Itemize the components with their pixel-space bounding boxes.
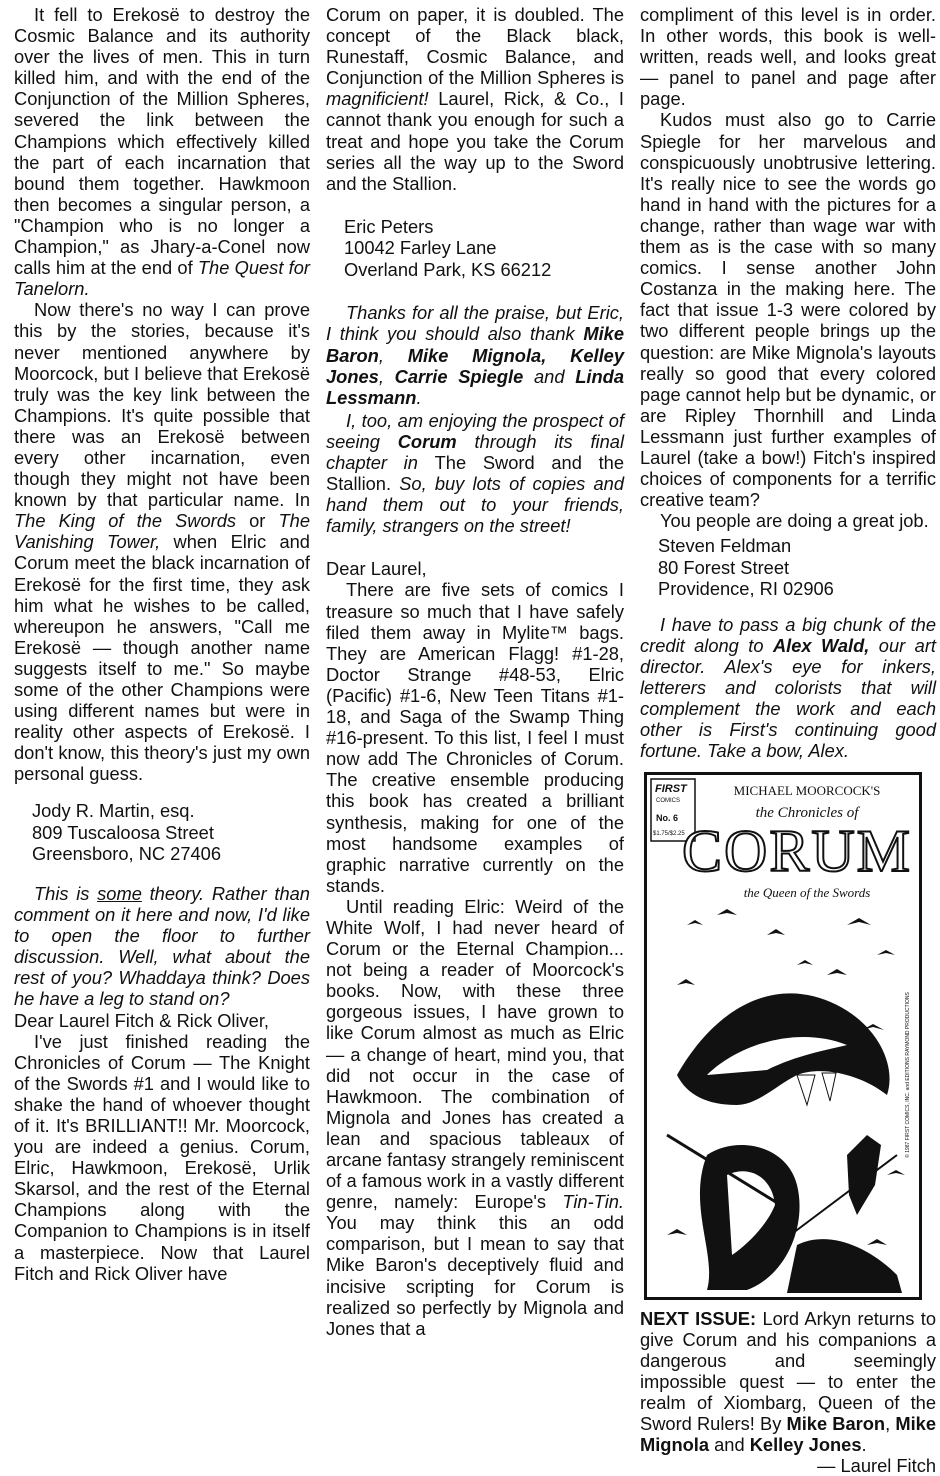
editor-reply: Thanks for all the praise, but Eric, I think you should also thank Mike Baron, Mike Mignola, Kelley Jones, Carrie Spiegle and Linda Lessmann. I, too, am enjoying the prospect of seeing Corum through its final chapter in The Sword and the Stallion. So, buy lots of copies and hand them out to your friends, family, strangers on the street! xyxy=(326,302,625,537)
cover-author-line: MICHAEL MOORCOCK'S xyxy=(733,782,881,798)
letter-paragraph: You people are doing a great job. xyxy=(660,510,929,532)
editor-signoff: — Laurel Fitch xyxy=(817,1455,936,1476)
cover-copyright: © 1987 FIRST COMICS, INC. and EDITIONS RAYMOND PRODUCTIONS xyxy=(905,991,911,1158)
cover-subtitle: the Queen of the Swords xyxy=(743,884,871,900)
book-title: The Quest for Tanelorn. xyxy=(14,257,310,300)
signer-city: Overland Park, KS 66212 xyxy=(344,258,552,280)
column-1 xyxy=(14,4,310,1476)
letter-paragraph: Until reading Elric: Weird of the White Wolf, I had never heard of Corum or the Eternal Champion... not being a reader of Moorcock's books. Now, with these three gorgeous issues, I have grown to like Corum almost as much as Elric — a change of heart, mind you, that did not occur in the case of Hawkmoon. The combination of Mignola and Jones has created a lean and spacious tableaux of arcane fantasy strangely reminiscent of a famous work in a vastly different genre, namely: Europe's Tin-Tin. You may think this an odd comparison, but I mean to say that Mike Baron's deceptively fluid and incisive scripting for Corum is realized so perfectly by Mignola and Jones that a xyxy=(326,895,624,1339)
signer-city: Greensboro, NC 27406 xyxy=(32,843,222,865)
issue-number: No. 6 xyxy=(656,812,679,823)
signature-block xyxy=(344,216,624,281)
cover-series-line: the Chronicles of xyxy=(755,804,859,821)
cover-illustration xyxy=(647,775,919,1297)
editor-reply: I have to pass a big chunk of the credit along to Alex Wald, our art director. Alex's eye for inkers, letterers and colorists that will complement the work and each other is First's continuing good fortune. Take a bow, Alex. xyxy=(640,613,936,762)
publisher-sub: COMICS xyxy=(656,797,680,804)
letter-paragraph: Corum on paper, it is doubled. The concept of the Black black, Runestaff, Cosmic Balance, and Conjunction of the Million Spheres is magnificient! Laurel, Rick, & Co., I cannot thank you enough for such a treat and hope you take the Corum series all the way up to the Sword and the Stallion. xyxy=(326,4,624,194)
editor-reply: This is some theory. Rather than comment on it here and now, I'd like to open the floor to further discussion. Well, what about the rest of you? Whaddaya think? Does he have a leg to stand on? xyxy=(14,882,310,1010)
cover-price: $1.75/$2.25 xyxy=(653,830,685,837)
signature-block xyxy=(658,535,936,600)
signer-street: 80 Forest Street xyxy=(658,556,790,578)
signature-block xyxy=(32,800,310,865)
salutation: Dear Laurel, xyxy=(326,558,427,580)
book-title: The Vanishing Tower, xyxy=(14,510,310,553)
next-issue-blurb: NEXT ISSUE: Lord Arkyn returns to give Corum and his companions a dangerous and seemingly impossible quest — to enter the realm of Xiombarg, Queen of the Sword Rulers! By Mike Baron, Mike Mignola and Kelley Jones. — Laurel Fitch xyxy=(640,1307,936,1476)
signer-street: 10042 Farley Lane xyxy=(344,237,497,259)
column-3 xyxy=(640,4,936,1476)
cover-title: CORUM xyxy=(681,817,913,884)
letter-paragraph: Now there's no way I can prove this by the stories, because it's never mentioned anywhere by Moorcock, but I believe that Erekosë truly was the key link between the Champions. It's quite possible that there was an Erekosë between every other incarnation, even though they might not have been known by that particular name. In The King of the Swords or The Vanishing Tower, when Elric and Corum meet the black incarnation of Erekosë for the first time, they ask him what he wishes to be called, whereupon he answers, "Call me Erekosë — though another name suggests itself to me." So maybe some of the other Champions were using different names but were in reality other aspects of Erekosë. I don't know, this theory's just my own personal guess. xyxy=(14,299,310,785)
letter-paragraph: There are five sets of comics I treasure so much that I have safely filed them away in Mylite™ bags. They are American Flagg! #1-28, Doctor Strange #48-53, Elric (Pacific) #1-6, New Teen Titans #1-18, and Saga of the Swamp Thing #16-present. To this list, I feel I must now add The Chronicles of Corum. The creative ensemble producing this book has created a brilliant synthesis, making for one of the most handsome examples of graphic narrative currently on the stands. xyxy=(326,579,624,896)
signer-city: Providence, RI 02906 xyxy=(658,578,834,600)
signer-name: Jody R. Martin, esq. xyxy=(32,800,195,822)
letter-paragraph: It fell to Erekosë to destroy the Cosmic Balance and its authority over the lives of men. This in turn killed him, and with the end of the Conjunction of the Million Spheres, severed the link between the Champions which effectively killed the part of each incarnation that bound them together. Hawkmoon then becomes a singular person, a "Champion who is no longer a Champion," as Jhary-a-Conel now calls him at the end of The Quest for Tanelorn. xyxy=(14,4,310,300)
signer-name: Steven Feldman xyxy=(658,535,792,557)
letter-paragraph: Kudos must also go to Carrie Spiegle for her marvelous and conspicuously unobtrusive lettering. It's really nice to see the words go hand in hand with the pictures for a change, rather than wage war with them as is the case with so many comics. I sense another John Costanza in the making here. The fact that issue 1-3 were colored by two different people brings up the question: are Mike Mignola's layouts really so good that every colored page cannot help but be dynamic, or are Ripley Thornhill and Linda Lessmann just further examples of Laurel (take a bow!) Fitch's inspired choices of components for a terrific creative team? xyxy=(640,109,936,511)
signer-street: 809 Tuscaloosa Street xyxy=(32,821,214,843)
signer-name: Eric Peters xyxy=(344,215,434,237)
salutation: Dear Laurel Fitch & Rick Oliver, xyxy=(14,1009,269,1031)
publisher-logo: FIRST xyxy=(655,782,687,795)
letter-paragraph: I've just finished reading the Chronicles of Corum — The Knight of the Swords #1 and I would like to shake the hand of whoever thought of it. It's BRILLIANT!! Mr. Moorcock, you are indeed a genius. Corum, Elric, Hawkmoon, Erekosë, Urlik Skarsol, and the rest of the Eternal Champions along with the Companion to Champions is in itself a masterpiece. Now that Laurel Fitch and Rick Oliver have xyxy=(14,1030,310,1284)
next-issue-cover-image xyxy=(644,772,922,1300)
column-2 xyxy=(326,4,624,1476)
book-title: The King of the Swords xyxy=(14,510,237,532)
next-issue-label: NEXT ISSUE: xyxy=(640,1307,757,1329)
letter-paragraph: compliment of this level is in order. In other words, this book is well-written, reads well, and looks great — panel to panel and page after page. xyxy=(640,4,936,110)
